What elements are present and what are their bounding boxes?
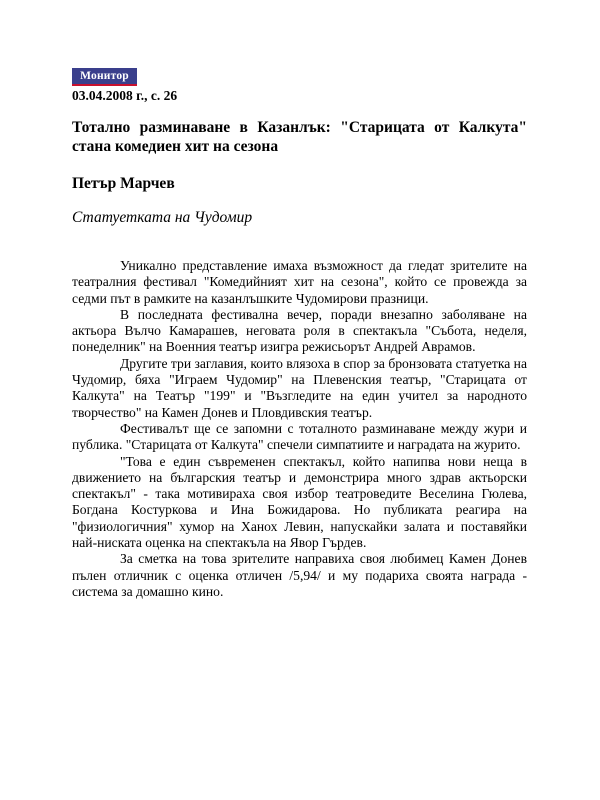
logo-text: Монитор	[80, 70, 129, 82]
article-body	[72, 258, 527, 600]
article-page	[72, 66, 527, 600]
monitor-logo	[72, 68, 137, 86]
paragraph: Уникално представление имаха възможност да гледат зрителите на театралния фестивал "Комедийният хит на сезона", който се провежда за седми път в рамките на казанлъшките Чудомирови празници.	[72, 258, 527, 306]
article-subtitle: Статуетката на Чудомир	[72, 209, 253, 226]
paragraph: В последната фестивална вечер, поради внезапно заболяване на актьора Вълчо Камарашев, неговата роля в спектакъла "Събота, неделя, понеделник" на Военния театър изигра режисьорът Андрей Аврамов.	[72, 306, 527, 355]
date-line: 03.04.2008 г., с. 26	[72, 88, 178, 103]
paragraph: Другите три заглавия, които влязоха в спор за бронзовата статуетка на Чудомир, бяха "Играем Чудомир" на Плевенския театър, "Старицата от Калкута" на Театър "199" и "Възгледите на един учител за народното творчество" на Камен Донев и Пловдивския театър.	[72, 355, 527, 420]
article-headline: Тотално разминаване в Казанлък: "Старицата от Калкута" стана комедиен хит на сезона	[72, 119, 527, 155]
paragraph: "Това е един съвременен спектакъл, който напипва нови неща в движението на българския театър и демонстрира много здрав актьорски спектакъл" - така мотивираха своя избор театроведите Веселина Гюлева, Богдана Костуркова и Ина Божидарова. Но публиката реагира на "физиологичния" хумор на Ханох Левин, напускайки залата и поставяйки най-ниската оценка на спектакъла на Явор Гърдев.	[72, 453, 527, 551]
paragraph: Фестивалът ще се запомни с тоталното разминаване между жури и публика. "Старицата от Калкута" спечели симпатиите и наградата на журито.	[72, 420, 527, 453]
author-name: Петър Марчев	[72, 175, 175, 192]
paragraph: За сметка на това зрителите направиха своя любимец Камен Донев пълен отличник с оценка отличен /5,94/ и му подариха своята награда - система за домашно кино.	[72, 551, 527, 599]
